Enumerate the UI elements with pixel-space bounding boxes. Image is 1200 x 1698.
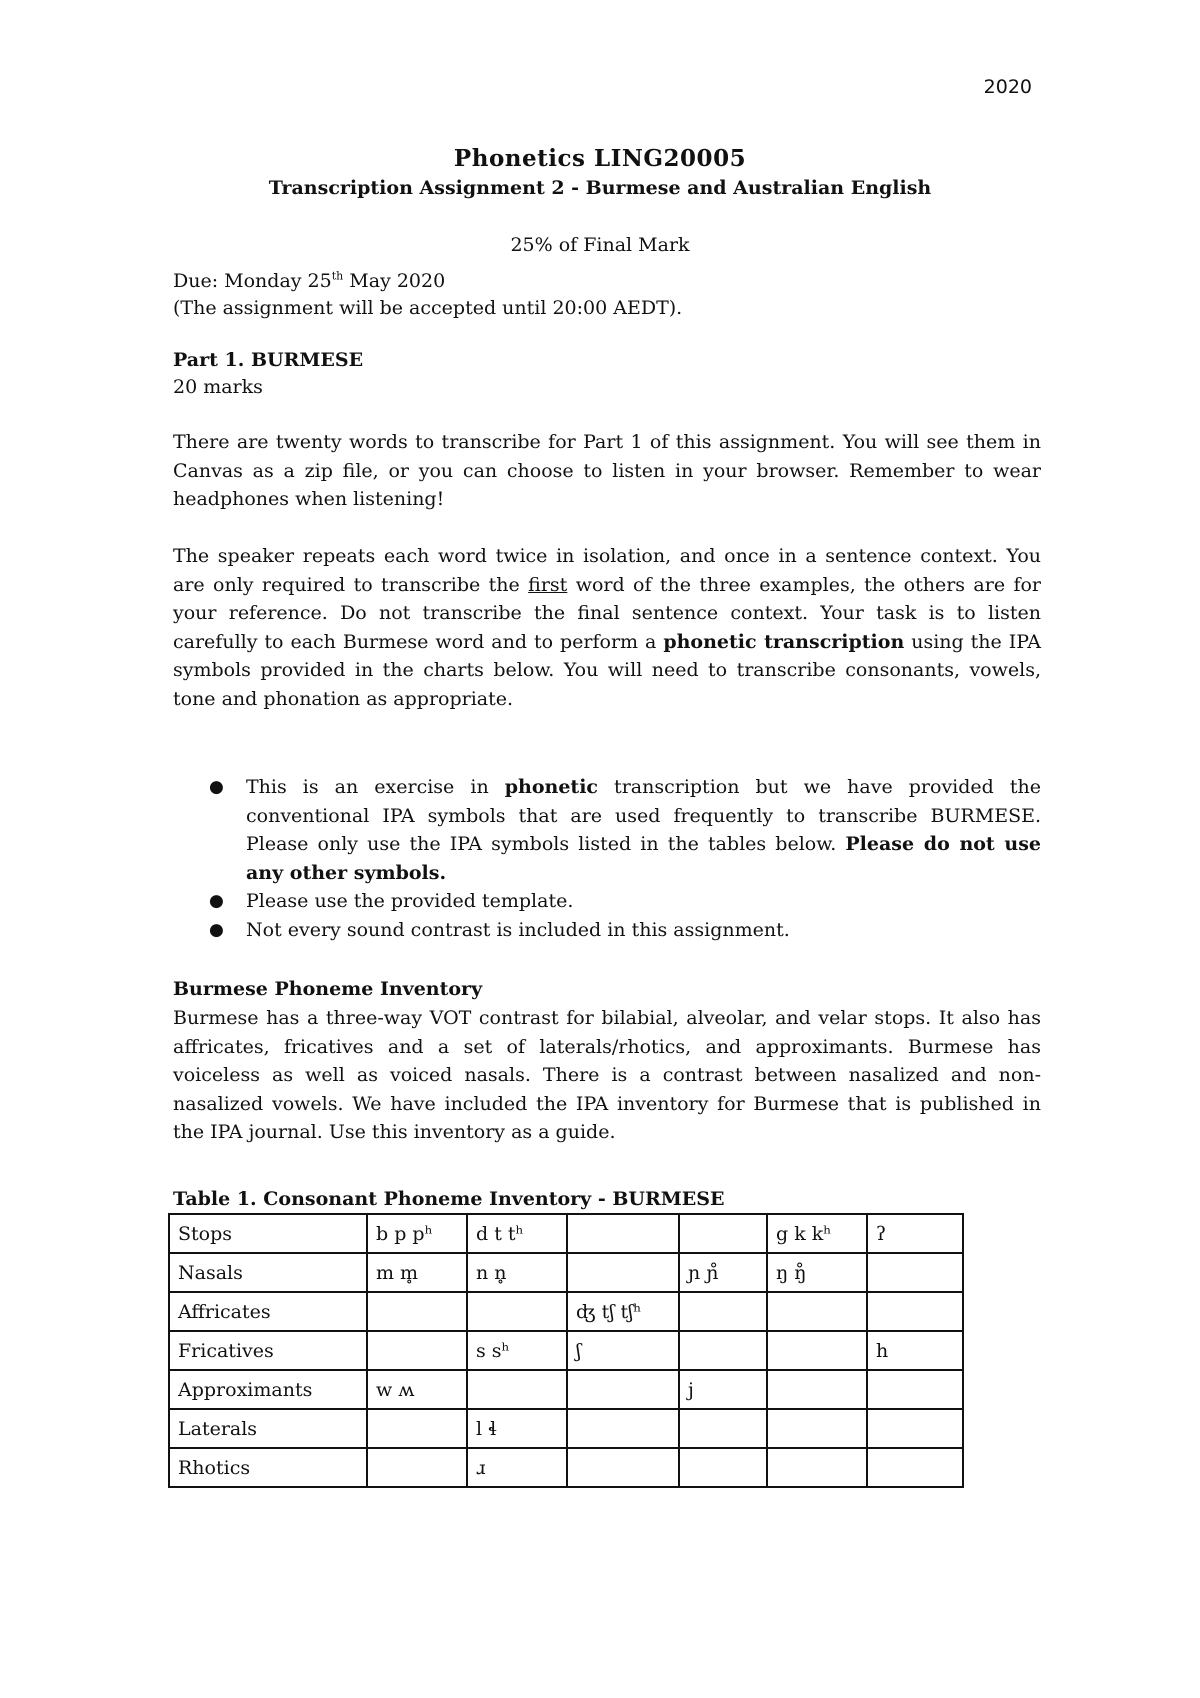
bullet-icon: ● [209, 777, 224, 797]
table-cell: b p pʰ [367, 1214, 467, 1253]
table-row [169, 1253, 963, 1292]
inventory-paragraph: Burmese has a three-way VOT contrast for bilabial, alveolar, and velar stops. It also has affricates, fricatives and a set of laterals/rhotics, and approximants. Burmese has voiceless as well as voiced nasals. There is a contrast between nasalized and non-nasalized vowels. We have included the IPA inventory for Burmese that is published in the IPA journal. Use this inventory as a guide. [173, 1007, 1041, 1143]
table-row [169, 1214, 963, 1253]
table-cell [767, 1448, 867, 1487]
row-label: Rhotics [169, 1448, 367, 1487]
table-cell [567, 1253, 679, 1292]
consonant-inventory-table [168, 1213, 964, 1488]
table-cell [767, 1292, 867, 1331]
inventory-heading: Burmese Phoneme Inventory [173, 978, 483, 1000]
table-cell [679, 1214, 767, 1253]
table-cell [467, 1292, 567, 1331]
table-row [169, 1409, 963, 1448]
table-cell: h [867, 1331, 963, 1370]
table-cell: w ʍ [367, 1370, 467, 1409]
page-subtitle: Transcription Assignment 2 - Burmese and Australian English [268, 177, 932, 199]
due-date: Due: Monday 25th May 2020 [173, 269, 446, 292]
table-cell: ʤ tʃ tʃʰ [567, 1292, 679, 1331]
table-cell [867, 1253, 963, 1292]
task-paragraph: The speaker repeats each word twice in isolation, and once in a sentence context. You are only required to transcribe the first word of the three examples, the others are for your reference. Do not transcribe the final sentence context. Your task is to listen carefully to each Burmese word and to perform a phonetic transcription using the IPA symbols provided in the charts below. You will need to transcribe consonants, vowels, tone and phonation as appropriate. [173, 545, 1042, 710]
table-row [169, 1292, 963, 1331]
table-cell [679, 1409, 767, 1448]
list-item: ● This is an exercise in phonetic transcription but we have provided the conventional IPA symbols that are used frequently to transcribe BURMESE. Please only use the IPA symbols listed in the tables below. Please do not use any other symbols. [173, 773, 1041, 887]
table-cell [867, 1292, 963, 1331]
table-cell [567, 1214, 679, 1253]
list-item: ● Not every sound contrast is included in this assignment. [173, 916, 1041, 945]
row-label: Affricates [169, 1292, 367, 1331]
table-cell [867, 1409, 963, 1448]
table-cell: d t tʰ [467, 1214, 567, 1253]
table-cell: n n̥ [467, 1253, 567, 1292]
row-label: Laterals [169, 1409, 367, 1448]
table-cell [367, 1409, 467, 1448]
table-cell: g k kʰ [767, 1214, 867, 1253]
part1-heading: Part 1. BURMESE [173, 349, 364, 371]
table-cell: l ɬ [467, 1409, 567, 1448]
row-label: Approximants [169, 1370, 367, 1409]
table-row [169, 1331, 963, 1370]
table-cell [567, 1409, 679, 1448]
table-cell [679, 1448, 767, 1487]
row-label: Nasals [169, 1253, 367, 1292]
table-cell: ʔ [867, 1214, 963, 1253]
table-cell: s sʰ [467, 1331, 567, 1370]
row-label: Fricatives [169, 1331, 367, 1370]
instruction-list [173, 773, 1041, 944]
table-cell: m m̥ [367, 1253, 467, 1292]
year-label: 2020 [983, 76, 1032, 98]
table-cell [679, 1331, 767, 1370]
table-cell: ŋ ŋ̊ [767, 1253, 867, 1292]
table-cell [767, 1370, 867, 1409]
table-cell: ɲ ɲ̊ [679, 1253, 767, 1292]
table-cell [867, 1370, 963, 1409]
table-cell [567, 1370, 679, 1409]
mark-weight: 25% of Final Mark [510, 234, 690, 256]
table-cell [367, 1292, 467, 1331]
table-cell [679, 1292, 767, 1331]
table-cell [467, 1370, 567, 1409]
table-cell: j [679, 1370, 767, 1409]
table-cell [767, 1409, 867, 1448]
bullet-icon: ● [209, 891, 224, 911]
table-row [169, 1448, 963, 1487]
due-note: (The assignment will be accepted until 20:00 AEDT). [173, 297, 683, 319]
table-cell [367, 1331, 467, 1370]
bullet-icon: ● [209, 919, 224, 940]
row-label: Stops [169, 1214, 367, 1253]
table-cell [867, 1448, 963, 1487]
intro-paragraph: There are twenty words to transcribe for Part 1 of this assignment. You will see them in Canvas as a zip file, or you can choose to listen in your browser. Remember to wear headphones when listening! [173, 431, 1041, 510]
page-title: Phonetics LING20005 [453, 145, 747, 172]
table-cell: ɹ [467, 1448, 567, 1487]
table-row [169, 1370, 963, 1409]
table-cell [767, 1331, 867, 1370]
part1-marks: 20 marks [173, 376, 263, 398]
table-cell: ʃ [567, 1331, 679, 1370]
table-cell [367, 1448, 467, 1487]
list-item: ● Please use the provided template. [173, 887, 1041, 916]
table-cell [567, 1448, 679, 1487]
table-caption: Table 1. Consonant Phoneme Inventory - BURMESE [173, 1188, 725, 1210]
